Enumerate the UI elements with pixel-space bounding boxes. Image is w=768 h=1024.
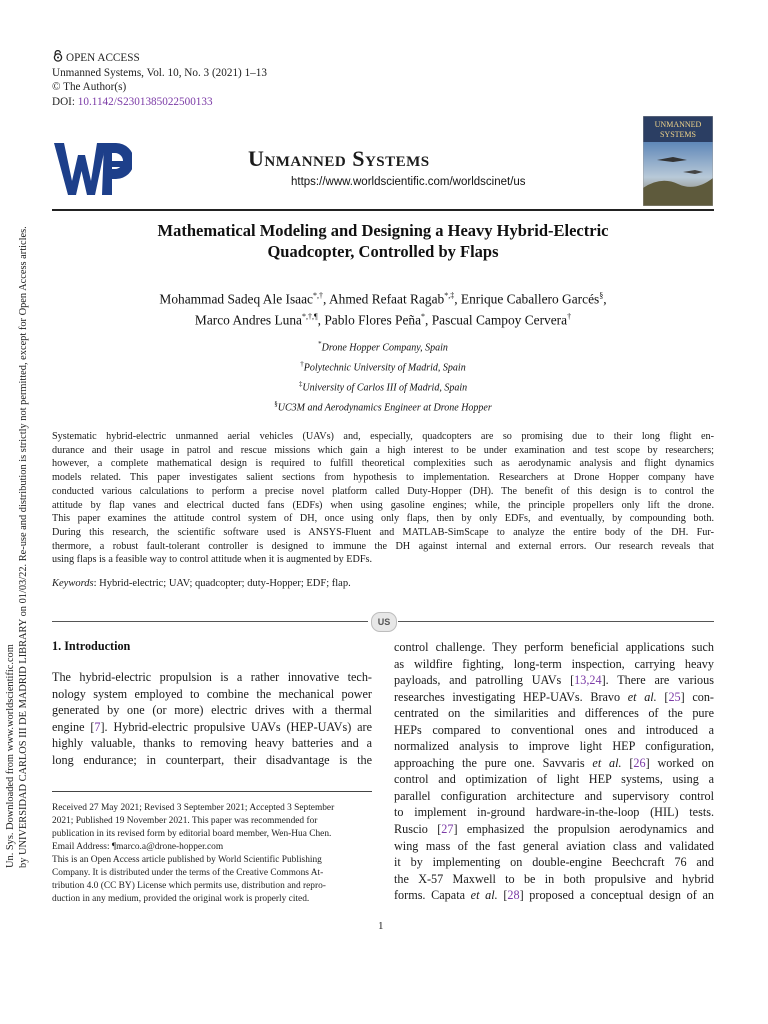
affiliation-mark: † [300,360,304,368]
body-line: parallel configuration architecture and supervisory control [394,788,714,803]
body-line: engine [7]. Hybrid-electric propulsive UAVs (HEP-UAVs) are [52,719,372,734]
author-affil-mark: *,†,¶ [302,312,318,322]
abstract [52,430,714,567]
open-access-icon [52,50,64,62]
download-notice-line-1: Un. Sys. Downloaded from www.worldscientific.com [5,644,16,868]
body-line: control challenge. They perform beneficial applications such [394,640,714,654]
author-line: Marco Andres Luna*,†,¶, Pablo Flores Peña*, Pascual Campoy Cervera† [194,312,572,328]
body-line: to implement in-ground hardware-in-the-loop (HIL) tests. [394,805,714,820]
author-affil-mark: *,‡ [444,291,455,300]
keywords [52,578,351,589]
abstract-line: This paper examines the attitude control system of DH, once using only flaps, then by only EDFs, and eventually, by compounding both. [52,513,714,525]
footnote-line: tribution 4.0 (CC BY) License which permits use, distribution and repro- [52,881,326,891]
author-affil-mark: † [567,312,572,322]
section-heading: 1. Introduction [52,639,131,653]
author-affil-mark: *,† [312,291,323,300]
affiliation-mark: * [318,340,322,348]
body-line: normalized analysis to improve light HEP configuration, [394,739,714,754]
article-meta [52,50,267,109]
footnote-line: Received 27 May 2021; Revised 3 September 2021; Accepted 3 September [52,803,335,813]
doi-row [52,95,267,110]
abstract-line: During this research, the scientific software used is ANSYS-Fluent and MATLAB-SimScape to analyze the entire body of the DH. Fur- [52,526,714,538]
world-scientific-logo [54,137,132,199]
body-line: long endurance; in counterpart, their disadvantage is the [52,752,372,767]
affiliation-text: UC3M and Aerodynamics Engineer at Drone Hopper [277,402,492,414]
cover-title-1: UNMANNED [654,120,702,129]
body-line: generated by one (or more) electric drives with a thermal [52,703,372,718]
body-line: payloads, and patrolling UAVs [13,24]. There are various [394,673,714,688]
body-line: researches investigating HEP-UAVs. Bravo et al. [25] con- [394,689,714,704]
keywords-text: : Hybrid-electric; UAV; quadcopter; duty-Hopper; EDF; flap. [93,578,351,589]
author-name: Marco Andres Luna [194,312,302,328]
keywords-label: Keywords [52,578,94,589]
footnote-line: 2021; Published 19 November 2021. This paper was recommended for [52,816,318,826]
copyright-row [52,80,267,95]
abstract-line: attitude by flap vanes and electrical ducted fans (EDFs) when using gasoline engines; while, the principle propellers only lift the drone. [52,499,714,511]
abstract-line: however, a complete mathematical design is required to fulfill theoretical complexities such as aerodynamic analysis and flight dynamics [52,458,714,470]
abstract-line: conducted various calculations to perform a precise novel platform called Duty-Hopper (DH). The benefit of this design is to control the [52,485,714,497]
author-name: Enrique Caballero Garcés [460,291,600,307]
body-line: control and optimization of light HEP systems, using a [394,772,714,787]
body-line: HEPs compared to conventional ones and introduced a [394,722,714,737]
open-access-row [52,50,267,66]
section-divider-left [52,621,368,622]
doi-label: DOI: [52,95,75,108]
author-affil-mark: § [599,291,604,300]
footnote-rule [52,791,372,792]
abstract-line: thermore, a robust fault-tolerant controller is designed to immune the DH against internal and external errors. Our research reveals that [52,540,714,552]
abstract-line: durance and their usage in patrol and rescue missions which gain a high interest to be under examination and test scope by researchers; [52,444,714,456]
affiliation-text: Drone Hopper Company, Spain [321,342,448,354]
footnotes [52,802,372,906]
affiliation-list [52,334,714,414]
page-number: 1 [378,920,384,932]
left-column [52,669,372,768]
author-affil-mark: * [421,312,426,322]
affiliation [52,374,714,394]
body-line: the X-57 Maxwell to be in both propulsive and hybrid [394,871,714,886]
body-line: centrated on the similarities and differences of the pure [394,706,714,721]
footnote-email: Email Address: ¶marco.a@drone-hopper.com [52,842,224,852]
doi-link[interactable]: 10.1142/S2301385022500133 [77,95,213,108]
author-name: Mohammad Sadeq Ale Isaac [159,291,313,307]
author-line: Mohammad Sadeq Ale Isaac*,†, Ahmed Refaat Ragab*,‡, Enrique Caballero Garcés§, [159,291,607,307]
paper-title-line: Quadcopter, Controlled by Flaps [267,242,499,261]
affiliation-text: University of Carlos III of Madrid, Spain [302,382,468,394]
footnote-line: publication in its revised form by editorial board member, Wen-Hua Chen. [52,829,332,839]
journal-cover [643,116,713,206]
paper-title [52,220,714,262]
citation: Unmanned Systems, Vol. 10, No. 3 (2021) 1–13 [52,66,267,79]
body-line: approaching the pure one. Savvaris et al. [26] worked on [394,755,714,770]
us-badge: US [371,612,397,632]
header-rule [52,209,714,211]
paper-title-line: Mathematical Modeling and Designing a Heavy Hybrid-Electric [157,221,609,240]
cover-title-2: SYSTEMS [659,130,697,139]
abstract-line: Systematic hybrid-electric unmanned aerial vehicles (UAVs) and, especially, quadcopters are so promising due to their long flight en- [52,431,714,442]
author-name: Pascual Campoy Cervera [431,312,568,328]
copyright-text: The Author(s) [63,81,127,94]
right-column [394,639,714,904]
journal-name: Unmanned Systems [248,146,430,171]
abstract-line: models related. This paper investigates salient sections from hypothesis to implementation. Researchers at Drone Hopper company have [52,472,714,484]
download-notice-line-2: by UNIVERSIDAD CARLOS III DE MADRID LIBRARY on 01/03/22. Re-use and distribution is strictly not permitted, except for Open Access articles. [18,226,29,868]
body-line: it by implementing on double-engine Beechcraft 76 and [394,855,714,870]
body-line: wing mass of the fast general aviation class and validated [394,838,714,853]
copyright-icon: © [52,81,61,94]
abstract-line: using flaps is a feasible way to control attitude when it is augmented by EDFs. [52,554,372,566]
body-line: nology system employed to combine the mechanical power [52,686,372,701]
affiliation [52,354,714,374]
footnote-line: duction in any medium, provided the original work is properly cited. [52,894,310,904]
body-line: highly valuable, thanks to removing heavy batteries and a [52,736,372,751]
journal-url[interactable]: https://www.worldscientific.com/worldscinet/us [291,176,526,188]
affiliation-mark: § [274,400,278,408]
affiliation-text: Polytechnic University of Madrid, Spain [303,362,466,374]
body-line: Ruscio [27] emphasized the propulsion aerodynamics and [394,822,714,837]
author-name: Ahmed Refaat Ragab [328,291,445,307]
affiliation [52,334,714,354]
body-line: The hybrid-electric propulsion is a rather innovative tech- [52,670,372,684]
open-access-label: OPEN ACCESS [66,52,140,64]
section-divider-right [398,621,714,622]
footnote-line: This is an Open Access article published by World Scientific Publishing [52,855,322,865]
body-line: as wildfire fighting, long-term inspection, carrying heavy [394,656,714,671]
affiliation-mark: ‡ [298,380,303,388]
author-name: Pablo Flores Peña [324,312,422,328]
footnote-line: Company. It is distributed under the terms of the Creative Commons At- [52,868,324,878]
download-notice [4,226,30,868]
body-line: forms. Capata et al. [28] proposed a conceptual design of an [394,888,714,903]
author-list [52,287,714,330]
affiliation [52,394,714,414]
